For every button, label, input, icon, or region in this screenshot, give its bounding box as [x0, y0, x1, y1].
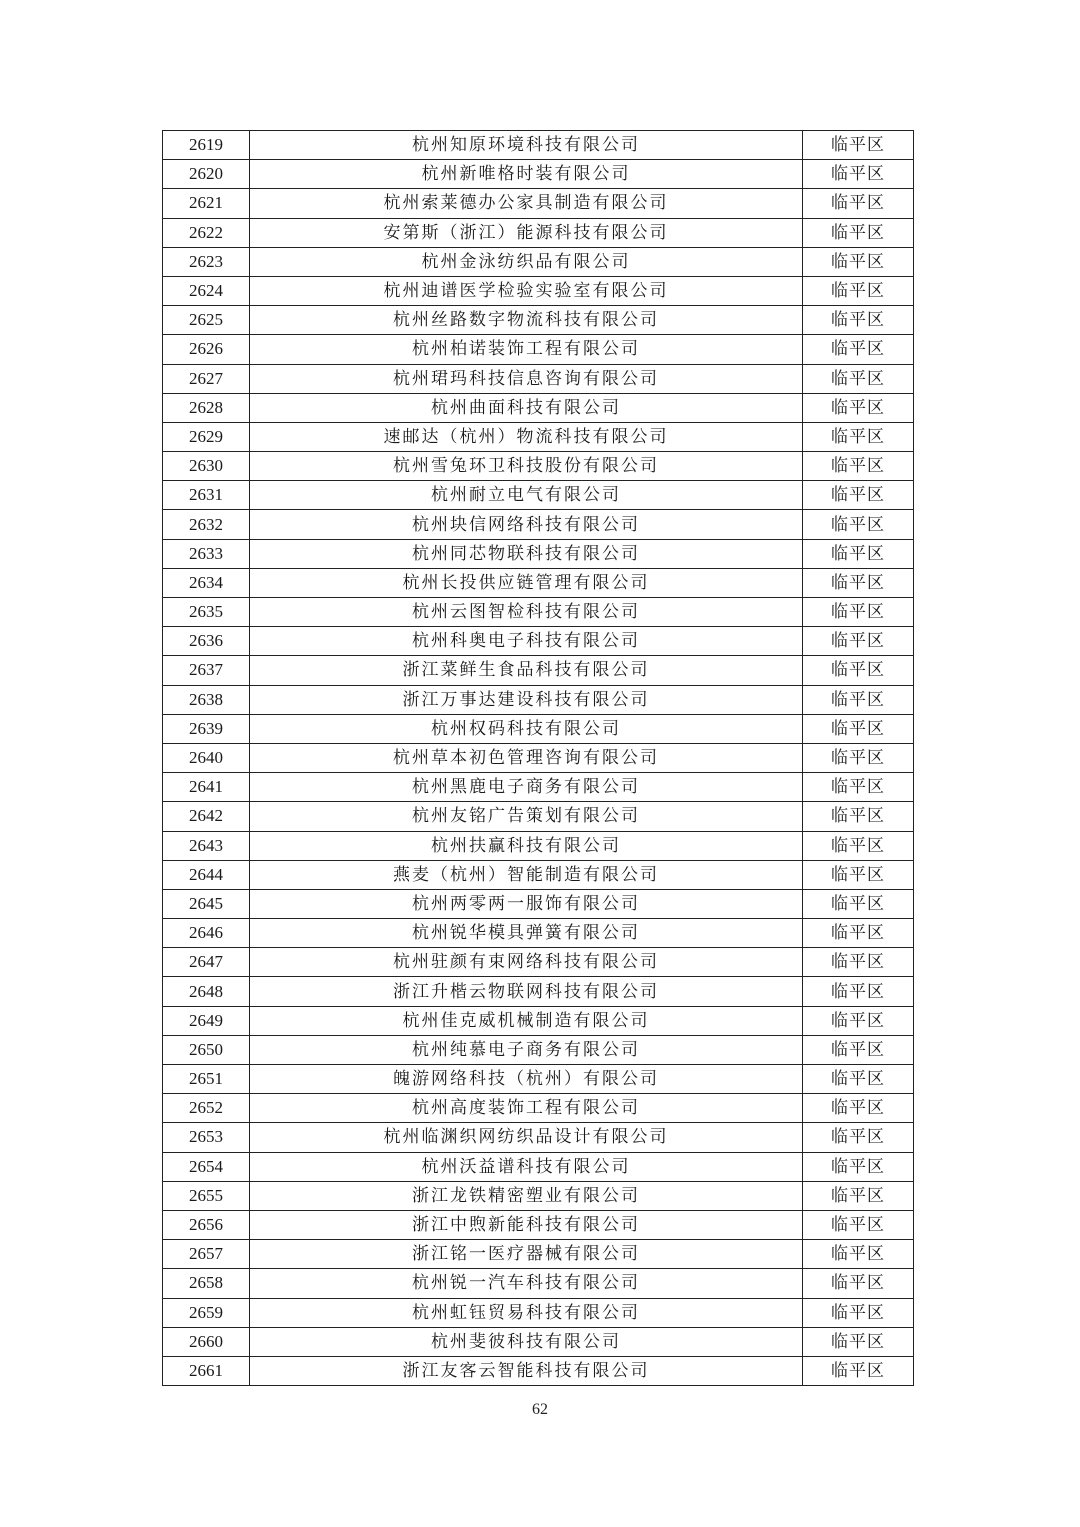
company-name-cell: 浙江龙铁精密塑业有限公司	[250, 1181, 803, 1210]
district-cell: 临平区	[803, 889, 914, 918]
row-number-cell: 2648	[163, 977, 250, 1006]
district-cell: 临平区	[803, 627, 914, 656]
company-name-cell: 杭州知原环境科技有限公司	[250, 131, 803, 160]
district-cell: 临平区	[803, 1181, 914, 1210]
table-row	[163, 919, 914, 948]
company-name-cell: 杭州新唯格时装有限公司	[250, 160, 803, 189]
row-number-cell: 2639	[163, 714, 250, 743]
table-row	[163, 685, 914, 714]
company-name-cell: 燕麦（杭州）智能制造有限公司	[250, 860, 803, 889]
table-row	[163, 977, 914, 1006]
row-number-cell: 2642	[163, 802, 250, 831]
row-number-cell: 2636	[163, 627, 250, 656]
company-name-cell: 杭州柏诺装饰工程有限公司	[250, 335, 803, 364]
company-name-cell: 杭州友铭广告策划有限公司	[250, 802, 803, 831]
row-number-cell: 2624	[163, 276, 250, 305]
table-row	[163, 393, 914, 422]
company-name-cell: 杭州科奥电子科技有限公司	[250, 627, 803, 656]
row-number-cell: 2655	[163, 1181, 250, 1210]
company-name-cell: 浙江万事达建设科技有限公司	[250, 685, 803, 714]
table-row	[163, 568, 914, 597]
company-name-cell: 杭州权码科技有限公司	[250, 714, 803, 743]
table-row	[163, 598, 914, 627]
table-body	[163, 131, 914, 1386]
table-row	[163, 1181, 914, 1210]
district-cell: 临平区	[803, 1240, 914, 1269]
row-number-cell: 2651	[163, 1065, 250, 1094]
company-name-cell: 安第斯（浙江）能源科技有限公司	[250, 218, 803, 247]
table-row	[163, 422, 914, 451]
district-cell: 临平区	[803, 422, 914, 451]
district-cell: 临平区	[803, 948, 914, 977]
district-cell: 临平区	[803, 1006, 914, 1035]
company-name-cell: 杭州高度装饰工程有限公司	[250, 1094, 803, 1123]
table-row	[163, 510, 914, 539]
row-number-cell: 2634	[163, 568, 250, 597]
table-row	[163, 1356, 914, 1385]
district-cell: 临平区	[803, 773, 914, 802]
row-number-cell: 2623	[163, 247, 250, 276]
table-row	[163, 218, 914, 247]
district-cell: 临平区	[803, 364, 914, 393]
company-name-cell: 浙江友客云智能科技有限公司	[250, 1356, 803, 1385]
table-row	[163, 656, 914, 685]
company-name-cell: 浙江升楷云物联网科技有限公司	[250, 977, 803, 1006]
district-cell: 临平区	[803, 1123, 914, 1152]
row-number-cell: 2627	[163, 364, 250, 393]
row-number-cell: 2657	[163, 1240, 250, 1269]
table-row	[163, 743, 914, 772]
district-cell: 临平区	[803, 1298, 914, 1327]
table-row	[163, 860, 914, 889]
row-number-cell: 2646	[163, 919, 250, 948]
district-cell: 临平区	[803, 714, 914, 743]
table-row	[163, 1006, 914, 1035]
row-number-cell: 2621	[163, 189, 250, 218]
table-row	[163, 306, 914, 335]
row-number-cell: 2643	[163, 831, 250, 860]
row-number-cell: 2637	[163, 656, 250, 685]
table-row	[163, 1269, 914, 1298]
table-row	[163, 481, 914, 510]
table-row	[163, 1210, 914, 1239]
table-row	[163, 452, 914, 481]
company-name-cell: 杭州纯慕电子商务有限公司	[250, 1035, 803, 1064]
table-row	[163, 1152, 914, 1181]
table-row	[163, 1065, 914, 1094]
row-number-cell: 2619	[163, 131, 250, 160]
table-row	[163, 1035, 914, 1064]
district-cell: 临平区	[803, 1094, 914, 1123]
district-cell: 临平区	[803, 1065, 914, 1094]
table-row	[163, 247, 914, 276]
company-name-cell: 杭州虹钰贸易科技有限公司	[250, 1298, 803, 1327]
row-number-cell: 2632	[163, 510, 250, 539]
district-cell: 临平区	[803, 131, 914, 160]
row-number-cell: 2631	[163, 481, 250, 510]
row-number-cell: 2629	[163, 422, 250, 451]
table-row	[163, 276, 914, 305]
row-number-cell: 2630	[163, 452, 250, 481]
row-number-cell: 2625	[163, 306, 250, 335]
district-cell: 临平区	[803, 452, 914, 481]
company-name-cell: 杭州金泳纺织品有限公司	[250, 247, 803, 276]
district-cell: 临平区	[803, 656, 914, 685]
row-number-cell: 2654	[163, 1152, 250, 1181]
row-number-cell: 2622	[163, 218, 250, 247]
district-cell: 临平区	[803, 977, 914, 1006]
row-number-cell: 2628	[163, 393, 250, 422]
row-number-cell: 2640	[163, 743, 250, 772]
company-name-cell: 杭州锐一汽车科技有限公司	[250, 1269, 803, 1298]
table-row	[163, 889, 914, 918]
table-row	[163, 335, 914, 364]
table-row	[163, 627, 914, 656]
company-name-cell: 杭州长投供应链管理有限公司	[250, 568, 803, 597]
table-row	[163, 948, 914, 977]
table-row	[163, 539, 914, 568]
district-cell: 临平区	[803, 919, 914, 948]
row-number-cell: 2626	[163, 335, 250, 364]
company-name-cell: 杭州块信网络科技有限公司	[250, 510, 803, 539]
company-name-cell: 杭州黑鹿电子商务有限公司	[250, 773, 803, 802]
district-cell: 临平区	[803, 802, 914, 831]
district-cell: 临平区	[803, 481, 914, 510]
row-number-cell: 2660	[163, 1327, 250, 1356]
company-name-cell: 浙江中煦新能科技有限公司	[250, 1210, 803, 1239]
company-list-table	[162, 130, 914, 1386]
company-name-cell: 杭州扶赢科技有限公司	[250, 831, 803, 860]
company-name-cell: 杭州索莱德办公家具制造有限公司	[250, 189, 803, 218]
company-name-cell: 杭州珺玛科技信息咨询有限公司	[250, 364, 803, 393]
district-cell: 临平区	[803, 247, 914, 276]
district-cell: 临平区	[803, 598, 914, 627]
table-row	[163, 364, 914, 393]
row-number-cell: 2658	[163, 1269, 250, 1298]
row-number-cell: 2653	[163, 1123, 250, 1152]
company-name-cell: 杭州沃益谱科技有限公司	[250, 1152, 803, 1181]
district-cell: 临平区	[803, 685, 914, 714]
company-name-cell: 杭州临渊织网纺织品设计有限公司	[250, 1123, 803, 1152]
company-name-cell: 杭州两零两一服饰有限公司	[250, 889, 803, 918]
company-name-cell: 杭州驻颜有束网络科技有限公司	[250, 948, 803, 977]
row-number-cell: 2650	[163, 1035, 250, 1064]
company-name-cell: 杭州迪谱医学检验实验室有限公司	[250, 276, 803, 305]
page-number: 62	[532, 1401, 548, 1418]
district-cell: 临平区	[803, 510, 914, 539]
district-cell: 临平区	[803, 335, 914, 364]
company-name-cell: 杭州丝路数字物流科技有限公司	[250, 306, 803, 335]
district-cell: 临平区	[803, 539, 914, 568]
company-name-cell: 杭州雪兔环卫科技股份有限公司	[250, 452, 803, 481]
row-number-cell: 2635	[163, 598, 250, 627]
table-row	[163, 1327, 914, 1356]
company-name-cell: 杭州草本初色管理咨询有限公司	[250, 743, 803, 772]
district-cell: 临平区	[803, 1327, 914, 1356]
district-cell: 临平区	[803, 743, 914, 772]
row-number-cell: 2638	[163, 685, 250, 714]
district-cell: 临平区	[803, 1035, 914, 1064]
table-row	[163, 831, 914, 860]
row-number-cell: 2647	[163, 948, 250, 977]
company-name-cell: 浙江铭一医疗器械有限公司	[250, 1240, 803, 1269]
row-number-cell: 2645	[163, 889, 250, 918]
row-number-cell: 2644	[163, 860, 250, 889]
table-row	[163, 1298, 914, 1327]
district-cell: 临平区	[803, 831, 914, 860]
table-row	[163, 1094, 914, 1123]
district-cell: 临平区	[803, 276, 914, 305]
row-number-cell: 2652	[163, 1094, 250, 1123]
district-cell: 临平区	[803, 568, 914, 597]
district-cell: 临平区	[803, 160, 914, 189]
table-row	[163, 773, 914, 802]
district-cell: 临平区	[803, 1152, 914, 1181]
row-number-cell: 2659	[163, 1298, 250, 1327]
table-row	[163, 160, 914, 189]
district-cell: 临平区	[803, 1269, 914, 1298]
company-name-cell: 杭州斐彼科技有限公司	[250, 1327, 803, 1356]
table-row	[163, 1123, 914, 1152]
company-name-cell: 杭州同芯物联科技有限公司	[250, 539, 803, 568]
row-number-cell: 2649	[163, 1006, 250, 1035]
company-name-cell: 杭州佳克威机械制造有限公司	[250, 1006, 803, 1035]
company-name-cell: 杭州耐立电气有限公司	[250, 481, 803, 510]
company-name-cell: 浙江菜鲜生食品科技有限公司	[250, 656, 803, 685]
company-name-cell: 魄游网络科技（杭州）有限公司	[250, 1065, 803, 1094]
district-cell: 临平区	[803, 189, 914, 218]
district-cell: 临平区	[803, 393, 914, 422]
table-row	[163, 802, 914, 831]
district-cell: 临平区	[803, 860, 914, 889]
row-number-cell: 2641	[163, 773, 250, 802]
company-name-cell: 速邮达（杭州）物流科技有限公司	[250, 422, 803, 451]
district-cell: 临平区	[803, 218, 914, 247]
company-name-cell: 杭州云图智检科技有限公司	[250, 598, 803, 627]
company-name-cell: 杭州锐华模具弹簧有限公司	[250, 919, 803, 948]
district-cell: 临平区	[803, 1210, 914, 1239]
company-name-cell: 杭州曲面科技有限公司	[250, 393, 803, 422]
table-row	[163, 131, 914, 160]
district-cell: 临平区	[803, 306, 914, 335]
table-row	[163, 1240, 914, 1269]
table-row	[163, 714, 914, 743]
table-row	[163, 189, 914, 218]
district-cell: 临平区	[803, 1356, 914, 1385]
row-number-cell: 2633	[163, 539, 250, 568]
row-number-cell: 2661	[163, 1356, 250, 1385]
row-number-cell: 2620	[163, 160, 250, 189]
row-number-cell: 2656	[163, 1210, 250, 1239]
